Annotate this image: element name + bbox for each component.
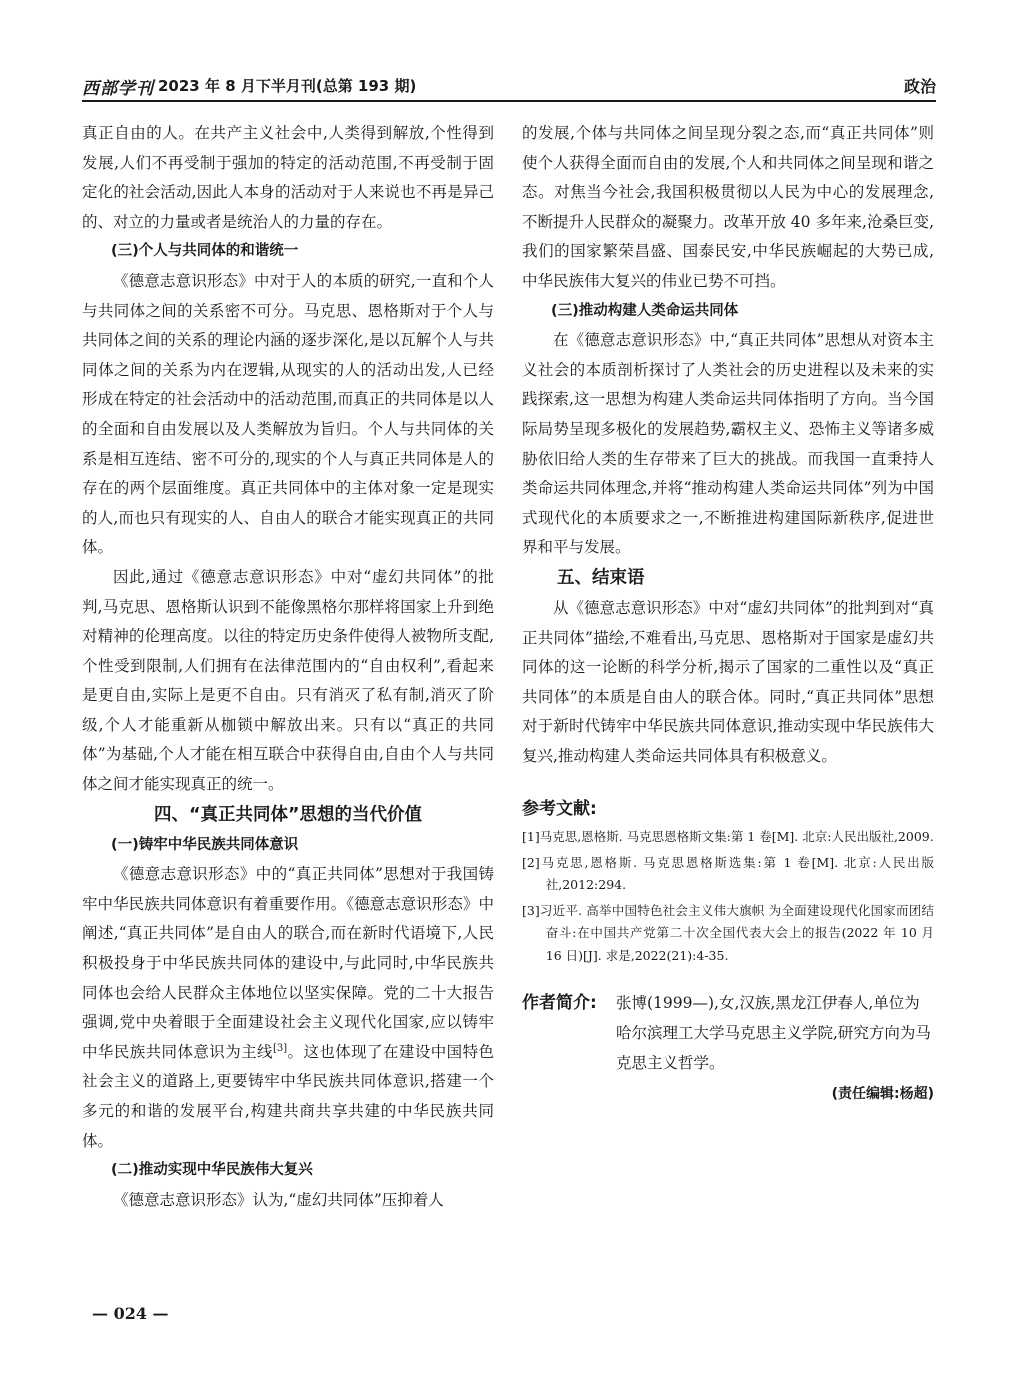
paragraph: 因此,通过《德意志意识形态》中对“虚幻共同体”的批判,马克思、恩格斯认识到不能像黑格尔那样将国家上升到绝对精神的伦理高度。以往的特定历史条件使得人被物所支配,个性受到限制,人们拥有在法律范围内的“自由权利”,看起来是更自由,实际上是更不自由。只有消灭了私有制,消灭了阶级,个人才能重新从枷锁中解放出来。只有以“真正的共同体”为基础,个人才能在相互联合中获得自由,自由个人与共同体之间才能实现真正的统一。	[82, 567, 494, 794]
subsection-heading: (三)个人与共同体的和谐统一	[111, 243, 299, 260]
citation-marker: [3]	[272, 1042, 288, 1054]
reference-item: [1]马克思,恩格斯. 马克思恩格斯文集:第 1 卷[M]. 北京:人民出版社,2009.	[522, 829, 934, 845]
paragraph: 《德意志意识形态》认为,“虚幻共同体”压抑着人	[113, 1190, 444, 1209]
reference-item: [3]习近平. 高举中国特色社会主义伟大旗帜 为全面建设现代化国家而团结奋斗:在中国共产党第二十次全国代表大会上的报告(2022 年 10 月 16 日)[J]. 求是,2022(21):4-35.	[522, 902, 934, 963]
paragraph	[82, 860, 494, 1156]
section-label: 政治	[903, 77, 936, 96]
author-bio-label: 作者简介:	[522, 993, 597, 1014]
issue-info: 2023 年 8 月下半月刊(总第 193 期)	[158, 77, 417, 95]
section-heading: 五、结束语	[557, 567, 645, 588]
page-number: — 024 —	[92, 1304, 169, 1323]
subsection-heading: (二)推动实现中华民族伟大复兴	[111, 1162, 313, 1179]
paragraph: 从《德意志意识形态》中对“虚幻共同体”的批判到对“真正共同体”描绘,不难看出,马克思、恩格斯对于国家是虚幻共同体的这一论断的科学分析,揭示了国家的二重性以及“真正共同体”的本质是自由人的联合体。同时,“真正共同体”思想对于新时代铸牢中华民族共同体意识,推动实现中华民族伟大复兴,推动构建人类命运共同体具有积极意义。	[522, 598, 934, 765]
left-column	[82, 119, 494, 1215]
paragraph: 在《德意志意识形态》中,“真正共同体”思想从对资本主义社会的本质剖析探讨了人类社会的历史进程以及未来的实践探索,这一思想为构建人类命运共同体指明了方向。当今国际局势呈现多极化的发展趋势,霸权主义、恐怖主义等诸多威胁依旧给人类的生存带来了巨大的挑战。而我国一直秉持人类命运共同体理念,并将“推动构建人类命运共同体”列为中国式现代化的本质要求之一,不断推进构建国际新秩序,促进世界和平与发展。	[522, 331, 934, 557]
reference-item: [2]马克思,恩格斯. 马克思恩格斯选集:第 1 卷[M]. 北京:人民出版社,2012:294.	[522, 854, 934, 893]
author-bio-text: 张博(1999—),女,汉族,黑龙江伊春人,单位为哈尔滨理工大学马克思主义学院,研究方向为马克思主义哲学。	[616, 994, 931, 1072]
paragraph: 真正自由的人。在共产主义社会中,人类得到解放,个性得到发展,人们不再受制于强加的特定的活动范围,不再受制于固定化的社会活动,因此人本身的活动对于人来说也不再是异己的、对立的力量或者是统治人的力量的存在。	[82, 124, 494, 231]
running-header	[82, 70, 936, 102]
author-bio	[522, 989, 934, 1078]
subsection-heading: (三)推动构建人类命运共同体	[551, 302, 739, 319]
journal-name-logo: 西部学刊	[82, 79, 154, 99]
paragraph: 《德意志意识形态》中对于人的本质的研究,一直和个人与共同体之间的关系密不可分。马克思、恩格斯对于个人与共同体之间的关系的理论内涵的逐步深化,是以瓦解个人与共同体之间的关系为内在逻辑,从现实的人的活动出发,人已经形成在特定的社会活动中的活动范围,而真正的共同体是以人的全面和自由发展以及人类解放为旨归。个人与共同体的关系是相互连结、密不可分的,现实的个人与真正共同体是人的存在的两个层面维度。真正共同体中的主体对象一定是现实的人,而也只有现实的人、自由人的联合才能实现真正的共同体。	[82, 271, 494, 557]
paragraph-text: 《德意志意识形态》中的“真正共同体”思想对于我国铸牢中华民族共同体意识有着重要作用。《德意志意识形态》中阐述,“真正共同体”是自由人的联合,而在新时代语境下,人民积极投身于中华民族共同体的建设中,与此同时,中华民族共同体也会给人民群众主体地位以坚实保障。党的二十大报告强调,党中央着眼于全面建设社会主义现代化国家,应以铸牢中华民族共同体意识为主线	[82, 865, 494, 1061]
subsection-heading: (一)铸牢中华民族共同体意识	[111, 836, 299, 853]
editor-note: (责任编辑:杨超)	[831, 1086, 934, 1103]
paragraph: 的发展,个体与共同体之间呈现分裂之态,而“真正共同体”则使个人获得全面而自由的发展,个人和共同体之间呈现和谐之态。对焦当今社会,我国积极贯彻以人民为中心的发展理念,不断提升人民群众的凝聚力。改革开放 40 多年来,沧桑巨变,我们的国家繁荣昌盛、国泰民安,中华民族崛起的大势已成,中华民族伟大复兴的伟业已势不可挡。	[522, 124, 934, 290]
paragraph-text: 。这也体现了在建设中国特色社会主义的道路上,更要铸牢中华民族共同体意识,搭建一个多元的和谐的发展平台,构建共商共享共建的中华民族共同体。	[82, 1042, 494, 1150]
section-heading: 四、“真正共同体”思想的当代价值	[153, 804, 422, 825]
right-column	[522, 119, 934, 1108]
references-title: 参考文献:	[522, 799, 597, 820]
